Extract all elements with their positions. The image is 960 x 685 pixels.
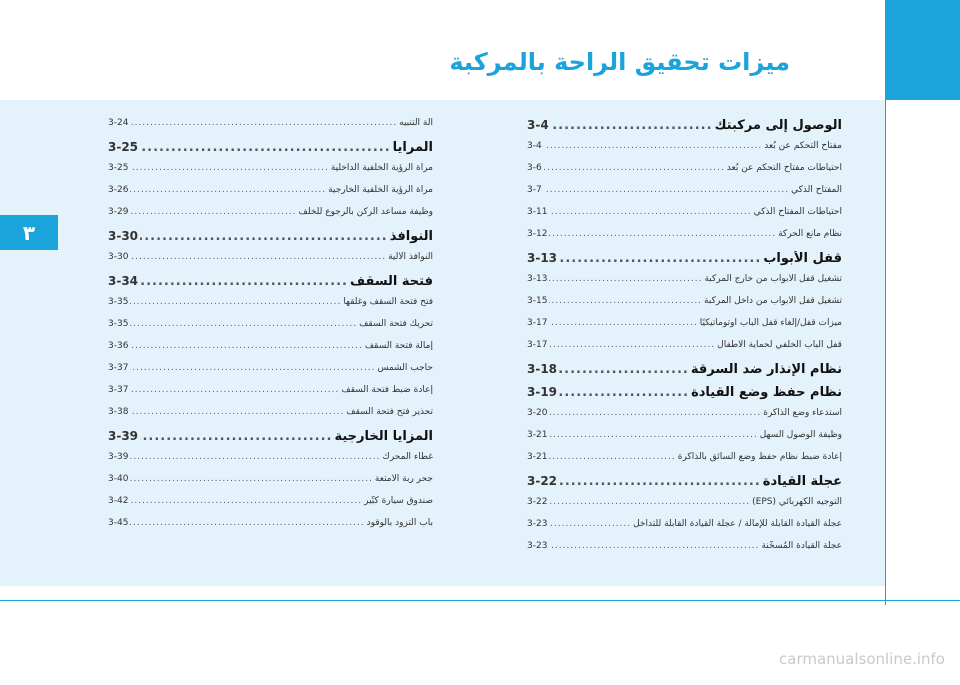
toc-leader-dots — [549, 430, 757, 440]
toc-entry-title: جحر ربة الأمتعة — [374, 474, 433, 484]
toc-page-number: 3-35 — [108, 319, 129, 329]
toc-leader-dots — [549, 229, 776, 239]
toc-entry-title: إمالة فتحة السقف — [364, 341, 433, 351]
toc-page-number: 3-24 — [108, 118, 129, 128]
toc-leader-dots — [544, 163, 725, 173]
toc-entry[interactable] — [108, 341, 433, 363]
toc-entry-title: حاجب الشمس — [377, 363, 433, 373]
toc-entry-title: المرايا — [392, 140, 433, 155]
toc-page-number: 3-36 — [108, 341, 129, 351]
toc-entry[interactable] — [108, 452, 433, 474]
toc-entry[interactable] — [108, 496, 433, 518]
toc-page-number: 3-12 — [527, 229, 548, 239]
toc-column-left — [108, 118, 433, 540]
toc-entry[interactable] — [108, 385, 433, 407]
toc-entry[interactable] — [108, 297, 433, 319]
toc-entry[interactable] — [527, 207, 842, 229]
toc-leader-dots — [140, 429, 332, 444]
toc-entry-title: وظيفة الوصول السهل — [759, 430, 842, 440]
toc-leader-dots — [549, 296, 702, 306]
toc-entry-title: احتياطات مفتاح التحكم عن بُعد — [726, 163, 842, 173]
toc-entry[interactable] — [108, 207, 433, 229]
toc-section-heading[interactable] — [527, 385, 842, 408]
toc-leader-dots — [549, 497, 750, 507]
toc-page-number: 3-11 — [527, 207, 548, 217]
toc-page-number: 3-30 — [108, 229, 139, 243]
toc-leader-dots — [140, 140, 391, 155]
toc-entry-title: مفتاح التحكم عن بُعد — [764, 141, 842, 151]
toc-entry[interactable] — [527, 141, 842, 163]
toc-page-number: 3-21 — [527, 452, 548, 462]
toc-entry-title: تشغيل قفل الأبواب من داخل المركبة — [704, 296, 842, 306]
toc-page-number: 3-34 — [108, 274, 139, 288]
toc-entry[interactable] — [527, 296, 842, 318]
toc-entry[interactable] — [527, 408, 842, 430]
toc-page-number: 3-37 — [108, 385, 129, 395]
toc-entry-title: نظام الإنذار ضد السرقة — [690, 362, 842, 377]
toc-page-number: 3-13 — [527, 274, 548, 284]
toc-section-heading[interactable] — [527, 251, 842, 274]
toc-entry-title: إعادة ضبط فتحة السقف — [341, 385, 433, 395]
toc-leader-dots — [130, 163, 328, 173]
toc-page-number: 3-45 — [108, 518, 129, 528]
toc-entry-title: المزايا الخارجية — [334, 429, 433, 444]
toc-entry-title: مرآة الرؤية الخلفية الداخلية — [330, 163, 433, 173]
right-divider-line — [885, 100, 886, 605]
toc-entry[interactable] — [527, 452, 842, 474]
toc-entry[interactable] — [527, 430, 842, 452]
toc-entry[interactable] — [527, 229, 842, 251]
toc-leader-dots — [549, 274, 702, 284]
toc-entry[interactable] — [527, 318, 842, 340]
toc-section-heading[interactable] — [108, 229, 433, 252]
toc-page-number: 3-22 — [527, 474, 558, 488]
toc-page-number: 3-18 — [527, 362, 558, 376]
toc-entry[interactable] — [108, 319, 433, 341]
toc-page-number: 3-26 — [108, 185, 129, 195]
toc-entry-title: الوصول إلى مركبتك — [714, 118, 842, 133]
bottom-divider-line — [0, 600, 960, 601]
toc-leader-dots — [549, 452, 675, 462]
toc-leader-dots — [130, 297, 341, 307]
toc-section-heading[interactable] — [108, 274, 433, 297]
toc-page-number: 3-39 — [108, 429, 139, 443]
toc-entry[interactable] — [108, 118, 433, 140]
toc-entry-title: النوافذ الآلية — [388, 252, 433, 262]
toc-entry[interactable] — [527, 541, 842, 563]
toc-entry-title: استدعاء وضع الذاكرة — [763, 408, 842, 418]
toc-leader-dots — [130, 518, 364, 528]
toc-leader-dots — [544, 141, 763, 151]
toc-column-right — [527, 118, 842, 563]
toc-page-number: 3-22 — [527, 497, 548, 507]
toc-leader-dots — [130, 407, 344, 417]
footer-watermark: carmanualsonline.info — [779, 650, 945, 668]
toc-entry-title: قفل الأبواب — [763, 251, 842, 266]
toc-page-number: 3-23 — [527, 519, 548, 529]
toc-entry-title: نظام مانع الحركة — [778, 229, 842, 239]
toc-leader-dots — [549, 207, 751, 217]
toc-page-number: 3-37 — [108, 363, 129, 373]
toc-page-number: 3-20 — [527, 408, 548, 418]
toc-entry[interactable] — [527, 163, 842, 185]
toc-page-number: 3-25 — [108, 140, 139, 154]
toc-page-number: 3-21 — [527, 430, 548, 440]
toc-entry-title: قفل الباب الخلفي لحماية الأطفال — [717, 340, 842, 350]
toc-leader-dots — [549, 340, 715, 350]
toc-leader-dots — [130, 319, 357, 329]
toc-page-number: 3-38 — [108, 407, 129, 417]
toc-leader-dots — [549, 541, 759, 551]
toc-section-heading[interactable] — [108, 140, 433, 163]
toc-page-number: 3-30 — [108, 252, 129, 262]
toc-entry[interactable] — [527, 340, 842, 362]
toc-page-number: 3-13 — [527, 251, 558, 265]
toc-leader-dots — [130, 207, 296, 217]
toc-entry[interactable] — [108, 363, 433, 385]
toc-page-number: 3-29 — [108, 207, 129, 217]
toc-leader-dots — [544, 185, 789, 195]
toc-leader-dots — [549, 519, 631, 529]
toc-leader-dots — [140, 229, 388, 244]
toc-leader-dots — [559, 474, 761, 489]
toc-page-number: 3-40 — [108, 474, 129, 484]
toc-section-heading[interactable] — [527, 474, 842, 497]
toc-leader-dots — [130, 363, 375, 373]
toc-page-number: 3-35 — [108, 297, 129, 307]
toc-entry-title: وظيفة مساعد الركن بالرجوع للخلف — [298, 207, 433, 217]
toc-page-number: 3-6 — [527, 163, 542, 173]
toc-entry[interactable] — [108, 185, 433, 207]
toc-leader-dots — [559, 385, 689, 400]
toc-leader-dots — [130, 252, 386, 262]
toc-entry-title: المفتاح الذكي — [791, 185, 842, 195]
toc-section-heading[interactable] — [527, 362, 842, 385]
toc-entry-title: تحريك فتحة السقف — [359, 319, 433, 329]
toc-page-number: 3-17 — [527, 318, 548, 328]
toc-page-number: 3-19 — [527, 385, 558, 399]
toc-entry-title: تشغيل قفل الأبواب من خارج المركبة — [704, 274, 842, 284]
toc-leader-dots — [130, 185, 326, 195]
toc-leader-dots — [559, 362, 689, 377]
toc-entry-title: عجلة القيادة المُسخّنة — [761, 541, 842, 551]
toc-entry-title: صندوق سيارة كَبِّير — [364, 496, 433, 506]
toc-page-number: 3-42 — [108, 496, 129, 506]
toc-leader-dots — [140, 274, 348, 289]
page-title: ميزات تحقيق الراحة بالمركبة — [449, 48, 790, 76]
chapter-color-strip — [885, 0, 960, 100]
toc-leader-dots — [130, 452, 380, 462]
toc-entry[interactable] — [108, 163, 433, 185]
toc-entry[interactable] — [108, 252, 433, 274]
toc-leader-dots — [549, 408, 761, 418]
toc-entry-title: فتح فتحة السقف وغلقها — [343, 297, 433, 307]
chapter-number-tab: ٣ — [0, 215, 58, 250]
toc-entry-title: مرآة الرؤية الخلفية الخارجية — [328, 185, 433, 195]
toc-entry-title: فتحة السقف — [349, 274, 433, 289]
toc-entry[interactable] — [527, 274, 842, 296]
toc-entry-title: غطاء المحرك — [382, 452, 433, 462]
toc-section-heading[interactable] — [108, 429, 433, 452]
toc-page-number: 3-39 — [108, 452, 129, 462]
toc-entry-title: باب التزود بالوقود — [366, 518, 433, 528]
toc-leader-dots — [551, 118, 713, 133]
toc-page-number: 3-4 — [527, 141, 542, 151]
header-bar — [0, 0, 885, 93]
toc-page-number: 3-25 — [108, 163, 129, 173]
toc-leader-dots — [130, 341, 362, 351]
toc-entry[interactable] — [527, 519, 842, 541]
toc-entry-title: التوجيه الكهربائي (EPS) — [752, 497, 842, 507]
toc-page-number: 3-7 — [527, 185, 542, 195]
toc-entry[interactable] — [527, 185, 842, 207]
toc-leader-dots — [549, 318, 697, 328]
toc-entry-title: عجلة القيادة القابلة للإمالة / عجلة القيادة القابلة للتداخل — [633, 519, 842, 529]
toc-page-number: 3-4 — [527, 118, 549, 132]
toc-leader-dots — [130, 496, 362, 506]
toc-entry-title: نظام حفظ وضع القيادة — [691, 385, 842, 400]
toc-page-number: 3-15 — [527, 296, 548, 306]
toc-leader-dots — [130, 118, 397, 128]
toc-page-number: 3-23 — [527, 541, 548, 551]
toc-page-number: 3-17 — [527, 340, 548, 350]
toc-leader-dots — [130, 474, 372, 484]
toc-entry-title: تحذير فتح فتحة السقف — [346, 407, 433, 417]
toc-entry-title: إعادة ضبط نظام حفظ وضع السائق بالذاكرة — [677, 452, 842, 462]
toc-entry[interactable] — [108, 474, 433, 496]
toc-entry-title: النوافذ — [389, 229, 433, 244]
toc-entry-title: احتياطات المفتاح الذكي — [753, 207, 842, 217]
toc-leader-dots — [559, 251, 761, 266]
toc-entry[interactable] — [108, 407, 433, 429]
toc-entry-title: ميزات قفل/إلغاء قفل الباب أوتوماتيكيًا — [699, 318, 842, 328]
toc-section-heading[interactable] — [527, 118, 842, 141]
toc-entry[interactable] — [108, 518, 433, 540]
toc-entry[interactable] — [527, 497, 842, 519]
toc-entry-title: عجلة القيادة — [762, 474, 842, 489]
toc-entry-title: آلة التنبيه — [399, 118, 433, 128]
toc-leader-dots — [130, 385, 339, 395]
